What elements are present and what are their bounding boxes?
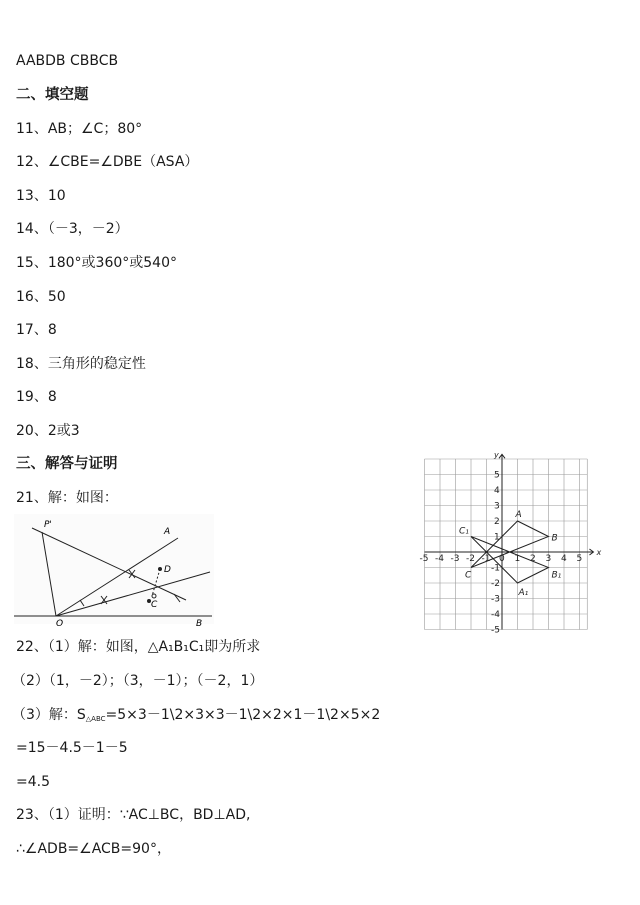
answer-line-22-result: =4.5 — [16, 774, 50, 790]
x-tick-label: 3 — [545, 554, 552, 564]
y-tick-label: 5 — [494, 470, 500, 481]
y-tick-label: 3 — [494, 501, 500, 512]
y-tick-label: -3 — [491, 594, 500, 605]
y-tick-label: 4 — [494, 486, 500, 496]
answer-line-23: 23、（1）证明：∵AC⊥BC，BD⊥AD, — [16, 807, 251, 823]
point-label: B₁ — [551, 570, 562, 581]
answer-line-22-part3: （3）解：$S_{\triangle ABC}=5\times 3-1\backslash 2\times 3\times 3-1\backslash 2\times 2\times 1-1\backslash 2\times 5\times 2$ — [12, 707, 381, 723]
construction-figure — [14, 514, 214, 629]
x-tick-label: 2 — [530, 554, 536, 564]
x-tick-label: 1 — [514, 554, 521, 564]
answer-line-19: 19、8 — [16, 389, 57, 405]
x-tick-label: 5 — [576, 554, 583, 564]
x-tick-label: 0 — [499, 554, 505, 564]
answer-line-16: 16、50 — [16, 289, 66, 305]
y-tick-label: -4 — [491, 610, 500, 620]
x-tick-label: -5 — [419, 554, 429, 564]
answer-line-13: 13、10 — [16, 188, 66, 204]
y-tick-label: -1 — [491, 563, 500, 574]
y-tick-label: -5 — [491, 625, 500, 636]
answer-line-22: 22、（1）解：如图，△A₁B₁C₁即为所求 — [16, 639, 261, 655]
label-b: B — [196, 619, 203, 629]
x-tick-label: -3 — [450, 554, 460, 564]
y-tick-label: -2 — [491, 579, 500, 589]
answer-line-15: 15、180°或360°或540° — [16, 255, 177, 271]
answer-line-12: 12、∠CBE=∠DBE（ASA） — [16, 154, 199, 170]
point-d — [158, 567, 162, 571]
answer-line-20: 20、2或3 — [16, 423, 80, 439]
answer-line-11: 11、AB；∠C；80° — [16, 121, 143, 137]
y-tick-label: 2 — [494, 517, 500, 527]
x-tick-label: -2 — [466, 554, 475, 564]
point-label: A₁ — [518, 588, 529, 598]
y-axis-label: y — [494, 450, 499, 460]
section-heading-proofs: 三、解答与证明 — [16, 456, 118, 472]
x-axis-label: x — [596, 548, 602, 557]
area-subscript: △ABC — [85, 715, 106, 723]
x-tick-label: 4 — [561, 554, 567, 564]
answer-line-18: 18、三角形的稳定性 — [16, 356, 146, 372]
label-pprime: P' — [44, 520, 52, 530]
label-c: C — [151, 600, 158, 610]
point-label: B — [551, 533, 558, 544]
answer-line-23-step: ∴∠ADB=∠ACB=90°， — [16, 841, 171, 857]
answer-line-22-part2: （2）（1，－2）；（3，－1）；（－2，1） — [12, 673, 264, 689]
label-d: D — [164, 565, 171, 575]
x-tick-label: -4 — [435, 554, 444, 564]
answer-line-22-calc: =15－4.5－1－5 — [16, 740, 128, 756]
section-heading-fill-blank: 二、填空题 — [16, 87, 89, 103]
answer-line-17: 17、8 — [16, 322, 57, 338]
point-label: A — [515, 510, 522, 520]
point-label: C — [465, 570, 472, 581]
answer-line-21: 21、解：如图： — [16, 490, 118, 506]
x-tick-label: -1 — [481, 554, 491, 564]
answer-line-choice: AABDB CBBCB — [16, 53, 119, 69]
label-a: A — [164, 527, 171, 537]
label-o: O — [56, 619, 64, 629]
coordinate-grid-figure — [419, 450, 602, 636]
y-tick-label: 1 — [494, 532, 500, 543]
answer-line-14: 14、（－3，－2） — [16, 221, 129, 237]
point-label: C₁ — [459, 526, 469, 537]
